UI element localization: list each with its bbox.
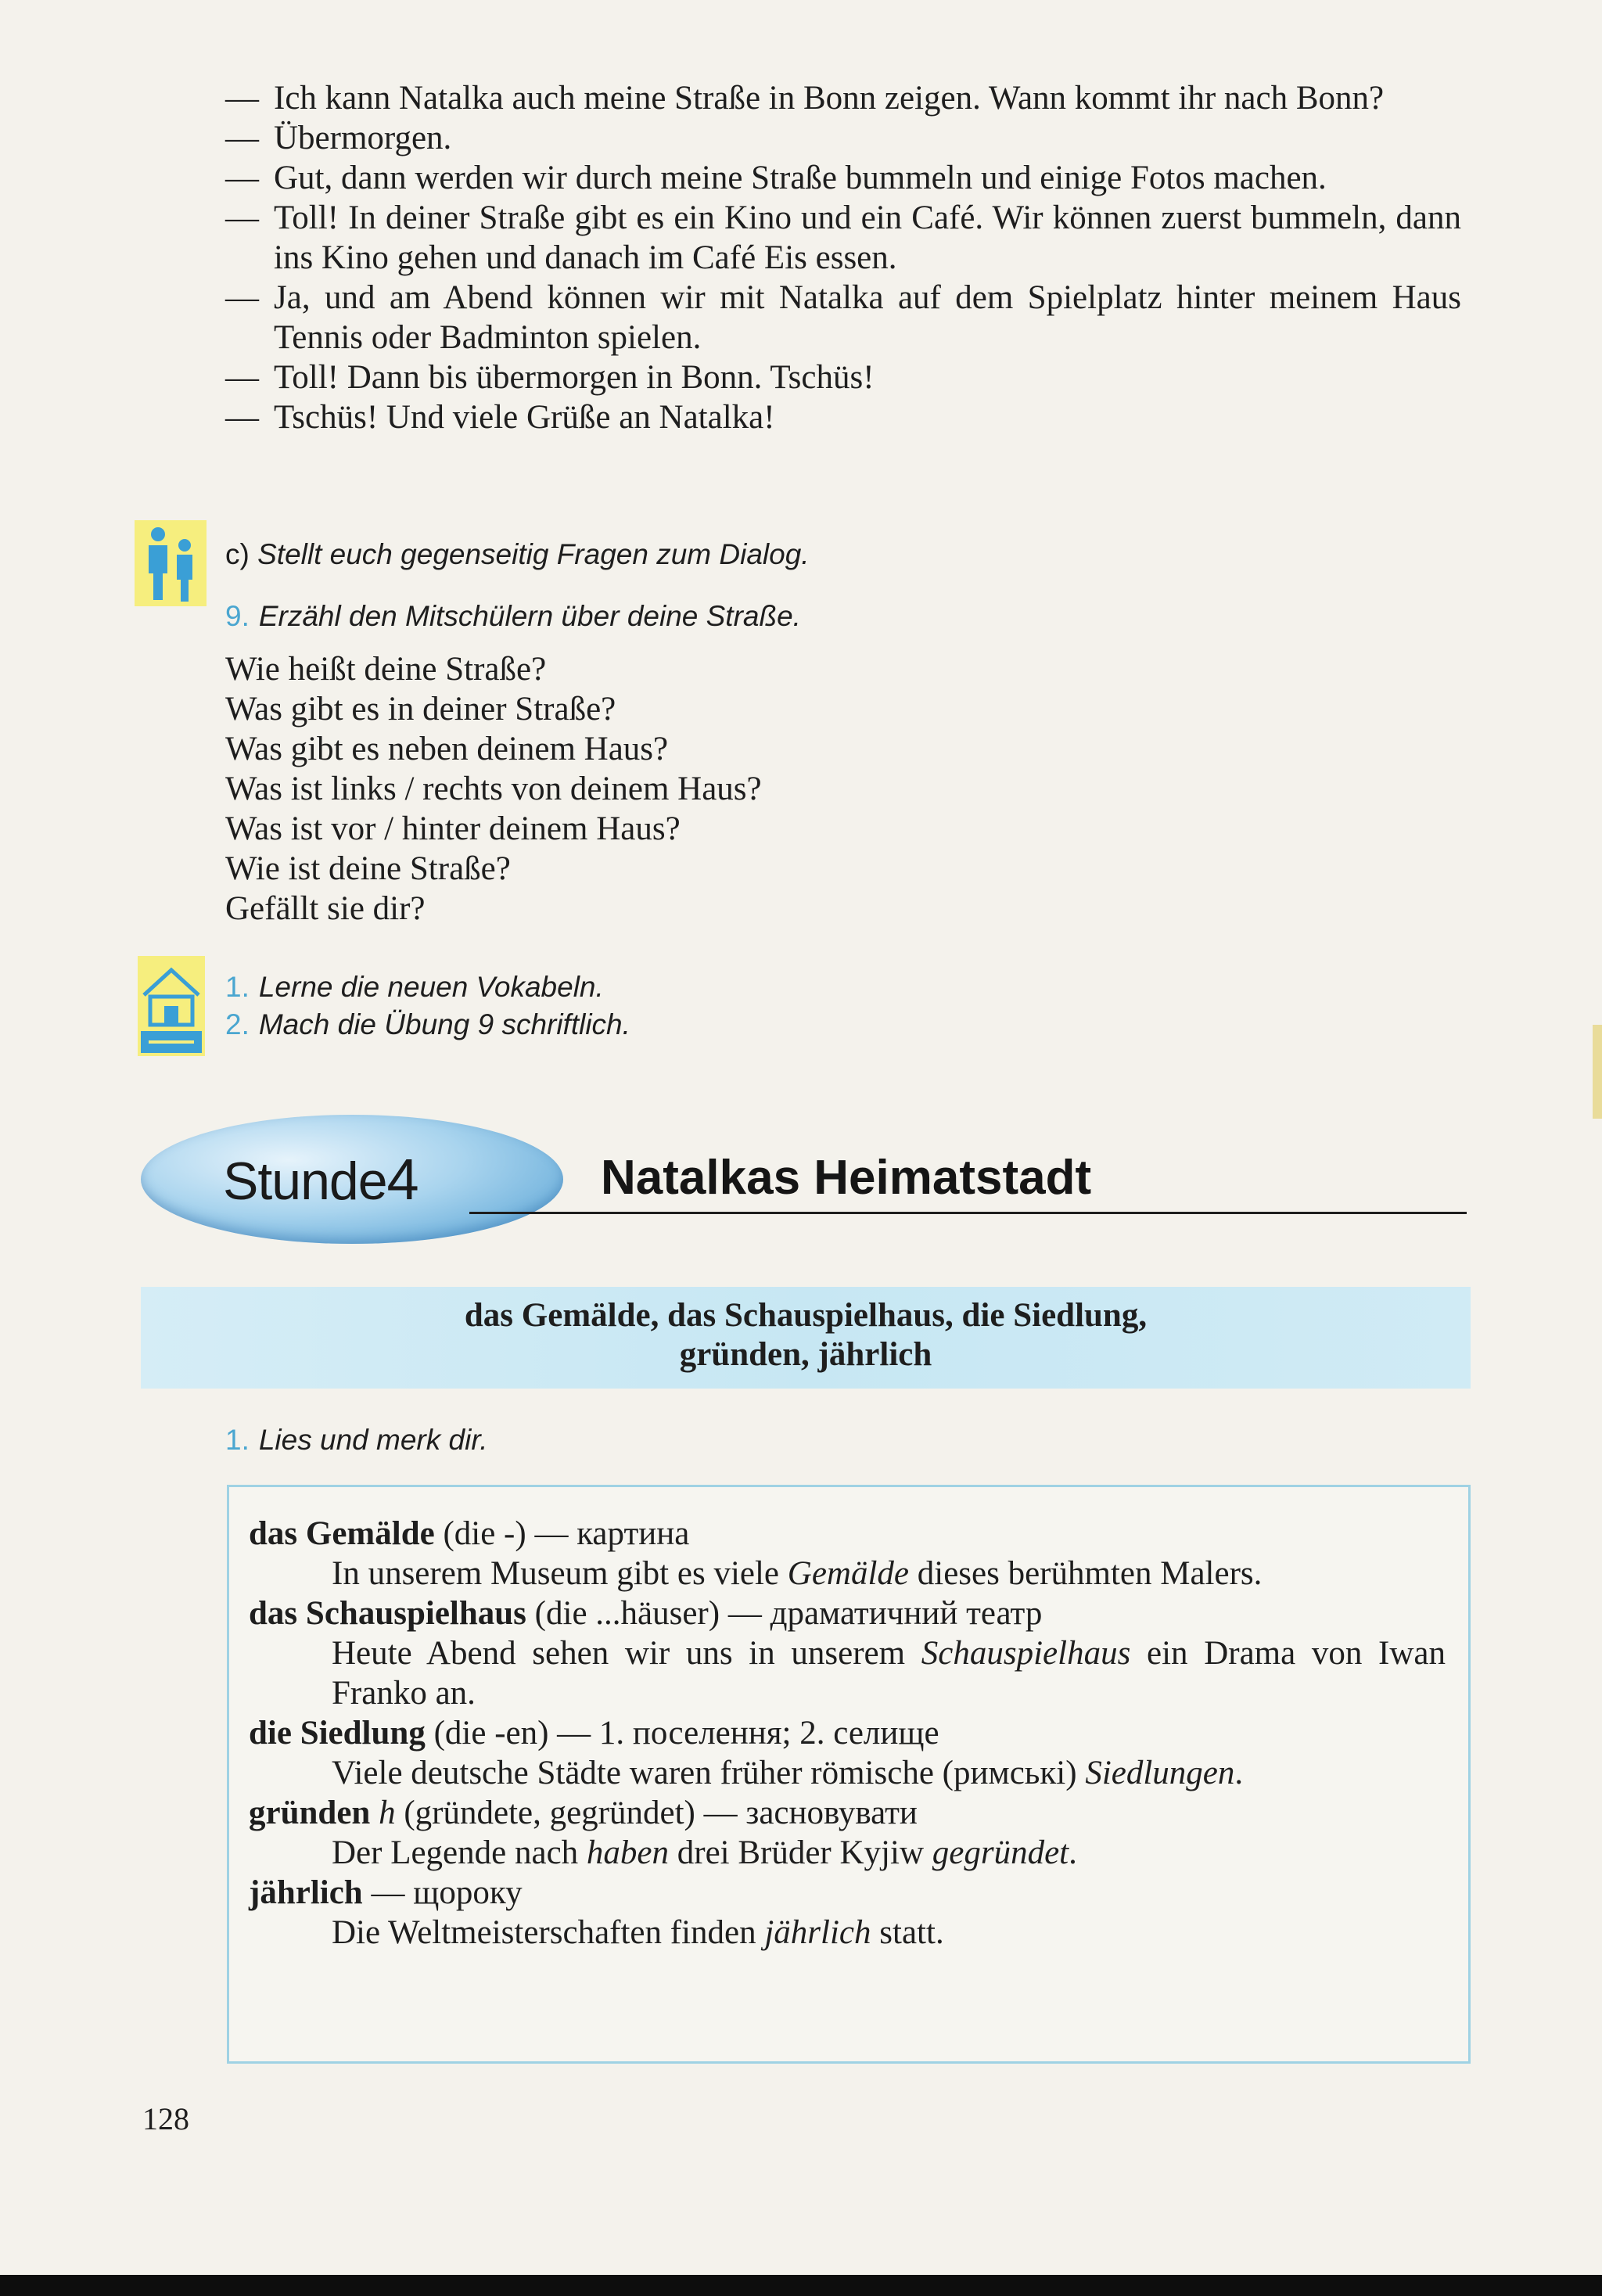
- pair-work-icon: [135, 520, 207, 606]
- vocab-entry: das Gemälde (die -) — картина In unserem Museum gibt es viele Gemälde dieses berühmten Malers.: [249, 1514, 1446, 1594]
- dialog-block: [225, 78, 1461, 437]
- example-sentence: Der Legende nach haben drei Brüder Kyjiw gegründet.: [332, 1834, 1077, 1871]
- question: Was gibt es neben deinem Haus?: [225, 731, 669, 767]
- example-sentence: In unserem Museum gibt es viele Gemälde dieses berühmten Malers.: [332, 1555, 1263, 1592]
- vocab-entry: das Schauspielhaus (die ...häuser) — драматичний театр Heute Abend sehen wir uns in unserem Schauspielhaus ein Drama von Iwan Franko an.: [249, 1595, 1446, 1712]
- task-1: 1. Lies und merk dir.: [225, 1424, 488, 1456]
- page-edge-mark: [1593, 1025, 1602, 1119]
- scan-bottom-edge: [0, 2275, 1602, 2296]
- vocab-banner-line: gründen, jährlich: [679, 1336, 932, 1373]
- dialog-line: — Übermorgen.: [225, 120, 452, 156]
- dialog-line: — Ja, und am Abend können wir mit Natalka auf dem Spielplatz hinter meinem Haus Tennis oder Badminton spielen.: [225, 279, 1461, 356]
- lesson-label: Stunde4: [223, 1147, 418, 1212]
- question: Wie ist deine Straße?: [225, 850, 511, 887]
- dialog-line: — Toll! In deiner Straße gibt es ein Kino und ein Café. Wir können zuerst bummeln, dann ins Kino gehen und danach im Café Eis essen.: [225, 199, 1461, 276]
- example-sentence: Viele deutsche Städte waren früher römische (римські) Siedlungen.: [332, 1755, 1244, 1791]
- vocab-entry: gründen h (gründete, gegründet) — засновувати Der Legende nach haben drei Brüder Kyjiw gegründet.: [249, 1793, 1446, 1873]
- question: Was ist links / rechts von deinem Haus?: [225, 771, 762, 807]
- example-sentence: Die Weltmeisterschaften finden jährlich statt.: [332, 1914, 944, 1951]
- example-sentence: Heute Abend sehen wir uns in unserem Schauspielhaus ein Drama von Iwan Franko an.: [332, 1635, 1446, 1712]
- question: Wie heißt deine Straße?: [225, 651, 547, 688]
- question: Was gibt es in deiner Straße?: [225, 691, 616, 728]
- lesson-title: Natalkas Heimatstadt: [601, 1151, 1092, 1205]
- homework-house-icon: [138, 956, 205, 1056]
- vocab-banner-line: das Gemälde, das Schauspielhaus, die Siedlung,: [464, 1297, 1148, 1334]
- header-rule: [469, 1212, 1467, 1214]
- dialog-line: — Gut, dann werden wir durch meine Straße bummeln und einige Fotos machen.: [225, 160, 1327, 196]
- question: Gefällt sie dir?: [225, 890, 426, 927]
- dialog-line: — Toll! Dann bis übermorgen in Bonn. Tschüs!: [225, 359, 875, 396]
- dialog-line: — Tschüs! Und viele Grüße an Natalka!: [225, 399, 775, 436]
- question: Was ist vor / hinter deinem Haus?: [225, 810, 681, 847]
- page-number: 128: [142, 2101, 189, 2136]
- homework-item: 2. Mach die Übung 9 schriftlich.: [225, 1008, 630, 1040]
- task-c: c) Stellt euch gegenseitig Fragen zum Dialog.: [225, 538, 810, 570]
- task-9: 9. Erzähl den Mitschülern über deine Straße.: [225, 600, 801, 632]
- vocab-entry: die Siedlung (die -en) — 1. поселення; 2. селище Viele deutsche Städte waren früher römische (римські) Siedlungen.: [249, 1713, 1446, 1793]
- homework-item: 1. Lerne die neuen Vokabeln.: [225, 971, 604, 1003]
- vocab-entries: [249, 1514, 1446, 1953]
- question-list: [225, 649, 762, 929]
- homework-list: [225, 968, 630, 1044]
- dialog-line: — Ich kann Natalka auch meine Straße in Bonn zeigen. Wann kommt ihr nach Bonn?: [225, 80, 1385, 117]
- vocab-entry: jährlich — щороку Die Weltmeisterschaften finden jährlich statt.: [249, 1873, 1446, 1953]
